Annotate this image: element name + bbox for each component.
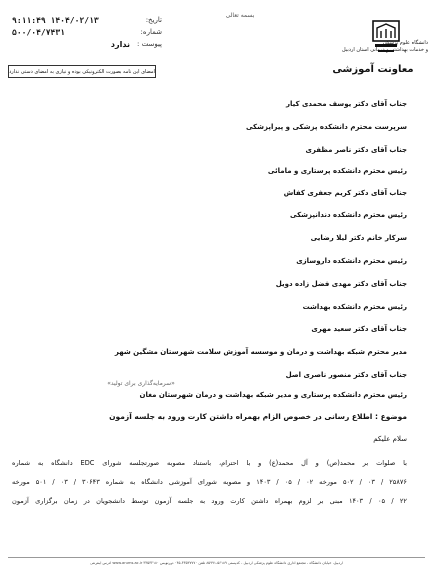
addressee-line: جناب آقای دکتر یوسف محمدی کیار <box>285 100 407 108</box>
number-label: شماره: <box>140 28 162 36</box>
addressee-line: رئیس محترم دانشکده پرستاری و مدیر شبکه بهداشت و درمان شهرستان مغان <box>139 391 407 399</box>
addressee-line: جناب آقای دکتر سعید مهری <box>311 325 407 333</box>
addressee-line: جناب آقای دکتر مهدی فضل زاده دویل <box>275 280 407 288</box>
footer-divider <box>8 557 425 558</box>
electronic-signature-notice: امضای این نامه بصورت الکترونیکی بوده و نیازی به امضای دستی ندارد <box>8 65 156 78</box>
greeting: سلام علیکم <box>373 435 407 443</box>
body-line: با صلوات بر محمد(ص) و آل محمد(ع) و با احترام، باستناد مصوبه صورتجلسه شورای EDC دانشگاه به شماره <box>12 459 408 467</box>
addressee-line: رئیس محترم دانشکده داروسازی <box>296 257 407 265</box>
addressee-line: رئیس محترم دانشکده پرستاری و مامائی <box>267 167 407 175</box>
attachment-value: ندارد <box>110 39 130 49</box>
bismillah-heading: بسمه تعالی <box>225 12 255 19</box>
department-name: معاونت آموزشی <box>332 64 414 75</box>
university-line-1: دانشگاه علوم پزشکی <box>382 40 428 46</box>
addressee-line: رئیس محترم دانشکده دندانپزشکی <box>290 211 407 219</box>
footer-address: اردبیل، خیابان دانشگاه ، مجتمع اداری دانشگاه علوم پزشکی اردبیل - کدپستی ۵۶۱۸۹-۸۵۹۹۱ تلفن ۳۳۵۳۷۷۷۰-۰۴۵ دورنویس ۳۳۵۳۲۱۸۰ www.arums.ac.ir آدرس اینترنتی <box>90 561 343 565</box>
letter-meta <box>12 14 162 50</box>
body-line: ۲۵۸۷۶ / ۰۳ / ۵۰۲ مورخه ۰۲ / ۰۵ / ۱۴۰۳ و مصوبه شورای آموزشی دانشگاه به شماره ۳۰۶۴۳ / ۰۳ / ۵۰۱ مورخه <box>12 478 407 486</box>
date-value: ۹:۱۱:۴۹ ۱۴۰۴/۰۲/۱۳ <box>12 15 99 25</box>
addressee-line: جناب آقای دکتر ناصر مظفری <box>305 146 407 154</box>
attachment-label: پیوست : <box>137 40 162 48</box>
addressee-line: رئیس محترم دانشکده بهداشت <box>302 303 407 311</box>
slogan-stamp: «سرمایه‌گذاری برای تولید» <box>107 380 175 387</box>
letter-subject: موضوع : اطلاع رسانی در خصوص الزام بهمراه داشتن کارت ورود به جلسه آزمون <box>109 412 407 421</box>
university-name <box>318 40 428 54</box>
date-label: تاریخ: <box>145 16 162 24</box>
date-row <box>12 14 162 26</box>
addressee-line: مدیر محترم شبکه بهداشت و درمان و موسسه آموزش سلامت شهرستان مشگین شهر <box>114 348 407 356</box>
number-value: ۵۰۰/۰۴/۷۴۳۱ <box>12 27 65 37</box>
attachment-row <box>12 38 162 50</box>
university-line-2: و خدمات بهداشتی و درمانی استان اردبیل <box>342 47 428 53</box>
addressee-line: جناب آقای دکتر کریم جعفری کفاش <box>283 189 407 197</box>
addressee-line: جناب آقای دکتر منصور ناصری اصل <box>285 371 407 379</box>
number-row <box>12 26 162 38</box>
addressee-line: سرکار خانم دکتر لیلا رضایی <box>310 234 407 242</box>
addressee-line: سرپرست محترم دانشکده پزشکی و پیراپزشکی <box>245 123 407 131</box>
body-line: ۲۲ / ۰۵ / ۱۴۰۳ مبنی بر لزوم بهمراه داشتن کارت ورود به جلسه آزمون توسط دانشجویان در زمان برگزاری آزمون <box>12 497 407 505</box>
